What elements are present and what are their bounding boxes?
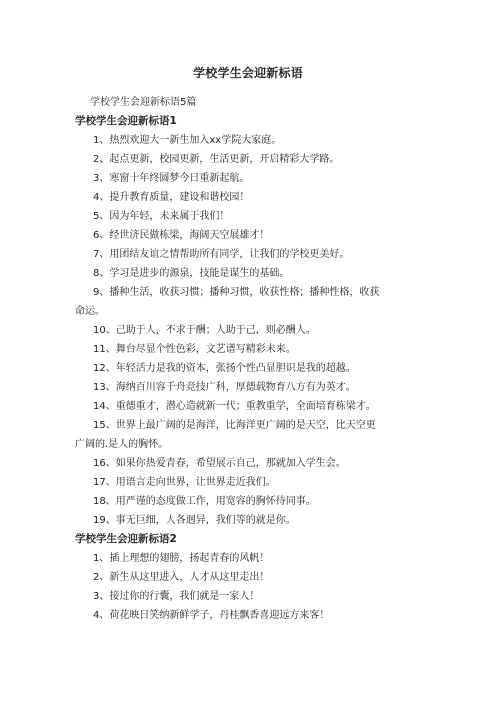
list-item: 2、新生从这里进入，人才从这里走出！ xyxy=(93,572,270,583)
list-item: 13、海纳百川容千舟竞技广科，厚德载物育八方有为英才。 xyxy=(93,382,356,393)
list-item: 16、如果你热爱青春，希望展示自己，那就加入学生会。 xyxy=(93,458,346,469)
list-item: 11、舞台尽显个性色彩，文艺谱写精彩未来。 xyxy=(93,344,296,355)
document-body xyxy=(75,93,425,625)
list-item: 3、寒窗十年终圆梦今日重新起航。 xyxy=(93,173,250,184)
section-heading-2: 学校学生会迎新标语2 xyxy=(75,533,177,545)
section-heading-1: 学校学生会迎新标语1 xyxy=(75,115,177,127)
list-item: 5、因为年轻，未来属于我们！ xyxy=(93,211,230,222)
list-item: 3、接过你的行囊，我们就是一家人！ xyxy=(93,591,260,602)
list-item: 12、年轻活力是我的资本，张扬个性凸显胆识是我的超越。 xyxy=(93,363,356,374)
list-item: 10、己助于人，不求于酬；人助于己，则必酬人。 xyxy=(93,325,316,336)
list-item: 4、荷花映日笑纳新鲜学子，丹桂飘香喜迎远方来客！ xyxy=(93,610,330,621)
list-item: 18、用严谨的态度做工作，用宽容的胸怀待同事。 xyxy=(93,496,316,507)
list-item: 2、起点更新，校园更新，生活更新，开启精彩大学路。 xyxy=(93,154,340,165)
list-item: 19、事无巨细，人各迥异，我们等的就是你。 xyxy=(93,515,296,526)
list-item: 15、世界上最广阔的是海洋，比海洋更广阔的是天空，比天空更 xyxy=(93,420,376,431)
list-item-continuation: 广阔的.是人的胸怀。 xyxy=(75,439,169,450)
list-item: 8、学习是进步的源泉，技能是谋生的基础。 xyxy=(93,268,290,279)
list-item: 9、播种生活，收获习惯；播种习惯，收获性格；播种性格，收获 xyxy=(93,287,380,298)
list-item-continuation: 命运。 xyxy=(75,306,105,317)
document-title: 学校学生会迎新标语 xyxy=(193,66,303,80)
list-item: 1、热烈欢迎大一新生加入xx学院大家庭。 xyxy=(93,135,282,146)
list-item: 7、用团结友谊之情帮助所有同学，让我们的学校更美好。 xyxy=(93,249,350,260)
list-item: 17、用语言走向世界，让世界走近我们。 xyxy=(93,477,276,488)
list-item: 1、插上理想的翅膀，扬起青春的风帆！ xyxy=(93,553,270,564)
list-item: 6、经世济民做栋梁，海阔天空展雄才！ xyxy=(93,230,270,241)
list-item: 4、提升教育质量，建设和谐校园！ xyxy=(93,192,250,203)
intro-line: 学校学生会迎新标语5篇 xyxy=(90,97,197,108)
list-item: 14、重德重才，潜心造就新一代；重教重学，全面培育栋梁才。 xyxy=(93,401,376,412)
